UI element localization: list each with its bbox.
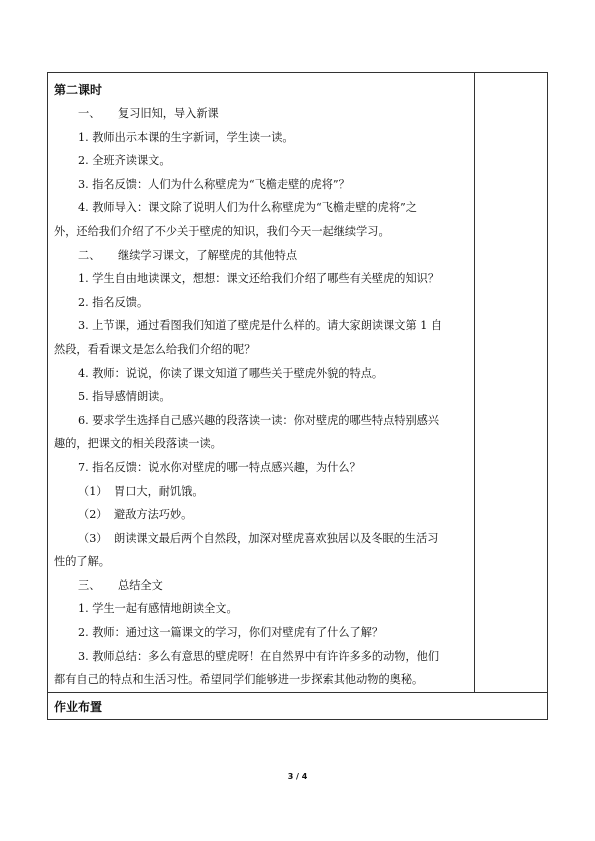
part2-sub-3-line2: 性的了解。 [54, 555, 110, 569]
part1-item-2: 2. 全班齐读课文。 [78, 154, 171, 168]
part2-heading [54, 244, 468, 268]
lesson-row [48, 73, 548, 693]
lesson-plan-table [47, 72, 548, 720]
lesson-title: 第二课时 [54, 83, 103, 97]
homework-cell [48, 692, 548, 719]
part2-item-6-line2: 趣的，把课文的相关段落读一读。 [54, 437, 222, 451]
part2-item-1: 1. 学生自由地读课文，想想：课文还给我们介绍了哪些有关壁虎的知识？ [78, 272, 440, 286]
part1-heading [54, 102, 468, 126]
part3-item-2: 2. 教师：通过这一篇课文的学习，你们对壁虎有了什么了解？ [78, 626, 384, 640]
part1-item-1: 1. 教师出示本课的生字新词，学生读一读。 [78, 130, 294, 144]
part1-item-4-line1: 4. 教师导入：课文除了说明人们为什么称壁虎为“飞檐走壁的虎将”之 [78, 201, 417, 215]
homework-row [48, 692, 548, 719]
part3-heading-num: 三、 [78, 578, 101, 592]
part2-heading-text: 继续学习课文，了解壁虎的其他特点 [118, 248, 298, 262]
part2-sub-1-num: （1） [78, 484, 108, 498]
part2-sub-2-num: （2） [78, 508, 108, 522]
part2-sub-3 [54, 527, 468, 551]
part2-item-4: 4. 教师：说说，你读了课文知道了哪些关于壁虎外貌的特点。 [78, 366, 384, 380]
part2-sub-1-text: 胃口大，耐饥饿。 [114, 484, 204, 498]
part1-heading-text: 复习旧知，导入新课 [118, 107, 219, 120]
homework-title: 作业布置 [54, 699, 103, 714]
part2-sub-3-num: （3） [78, 531, 108, 545]
part3-item-3-line1: 3. 教师总结：多么有意思的壁虎呀！在自然界中有许许多多的动物，他们 [78, 649, 440, 663]
part2-sub-2 [54, 503, 468, 527]
part2-item-3-line2: 然段，看看课文是怎么给我们介绍的呢？ [54, 342, 256, 356]
part2-item-3-line1: 3. 上节课，通过看图我们知道了壁虎是什么样的。请大家朗读课文第 1 自 [78, 319, 443, 333]
part3-heading [54, 574, 468, 598]
part1-heading-num: 一、 [78, 107, 101, 120]
part3-heading-text: 总结全文 [118, 578, 163, 592]
part2-sub-1 [54, 480, 468, 504]
part2-sub-2-text: 避敌方法巧妙。 [114, 508, 193, 522]
part3-item-1: 1. 学生一起有感情地朗读全文。 [78, 602, 238, 616]
lesson-content-cell [48, 73, 475, 693]
part3-item-3-line2: 都有自己的特点和生活习性。希望同学们能够进一步探索其他动物的奥秘。 [54, 673, 424, 687]
part1-item-3: 3. 指名反馈：人们为什么称壁虎为“飞檐走壁的虎将”？ [78, 177, 350, 191]
part2-item-6-line1: 6. 要求学生选择自己感兴趣的段落读一读：你对壁虎的哪些特点特别感兴 [78, 413, 440, 427]
part2-item-5: 5. 指导感情朗读。 [78, 390, 171, 404]
part2-sub-3-text: 朗读课文最后两个自然段，加深对壁虎喜欢独居以及冬眠的生活习 [114, 531, 439, 545]
part2-item-7: 7. 指名反馈：说水你对壁虎的哪一特点感兴趣，为什么？ [78, 460, 361, 474]
part1-item-4-line2: 外，还给我们介绍了不少关于壁虎的知识，我们今天一起继续学习。 [54, 224, 390, 238]
part2-item-2: 2. 指名反馈。 [78, 295, 149, 309]
side-empty-cell [475, 73, 548, 693]
part2-heading-num: 二、 [78, 248, 101, 262]
page-number: 3 / 4 [287, 772, 308, 781]
